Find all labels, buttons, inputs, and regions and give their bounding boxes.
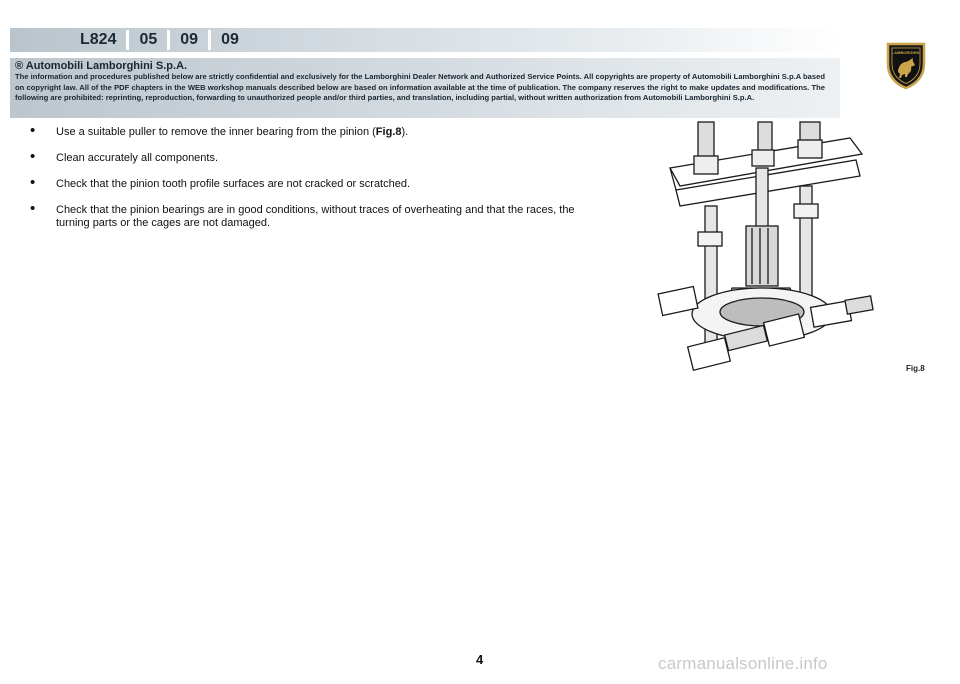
figure-reference: Fig.8 — [375, 126, 402, 138]
watermark: carmanualsonline.info — [658, 654, 828, 673]
code-section: 09 — [221, 31, 239, 48]
instruction-text: Check that the pinion bearings are in good conditions, without traces of overheating and that the races, the turning parts or the cages are not damaged. — [56, 204, 575, 229]
bullet-icon: • — [30, 122, 36, 139]
instruction-text: Use a suitable puller to remove the inner bearing from the pinion ( — [56, 126, 376, 138]
instruction-item — [30, 174, 610, 191]
instruction-item — [30, 200, 610, 230]
bearing-puller-illustration — [650, 120, 880, 382]
figure-label: Fig.8 — [906, 364, 925, 373]
page-number: 4 — [476, 652, 484, 667]
copyright-notice: The information and procedures published below are strictly confidential and exclusively for the Lamborghini Dealer Network and Authorized Service Points. All copyrights are property of Automobili Lamborghini S.p.A based on copyright law. All of the PDF chapters in the WEB workshop manuals described below are based on information available at the time of publication. The company reserves the right to make updates and modifications. The following are prohibited: reprinting, reproduction, forwarding to unauthorized people and/or third parties, and translation, including partial, without written authorization from Automobili Lamborghini S.p.A. — [15, 72, 825, 103]
document-code — [70, 30, 249, 50]
instruction-text: Check that the pinion tooth profile surfaces are not cracked or scratched. — [56, 178, 411, 190]
bullet-icon: • — [30, 200, 36, 217]
instruction-text-end: ). — [401, 126, 409, 138]
lamborghini-bull-shield-icon — [884, 42, 928, 90]
instruction-text: Clean accurately all components. — [56, 152, 219, 164]
copyright-title: ® Automobili Lamborghini S.p.A. — [15, 60, 188, 72]
instruction-list — [30, 122, 610, 243]
code-group: 05 — [129, 30, 170, 50]
bullet-icon: • — [30, 174, 36, 191]
code-subgroup: 09 — [170, 30, 211, 50]
bullet-icon: • — [30, 148, 36, 165]
logo-brand-text: LAMBORGHINI — [891, 50, 921, 55]
instruction-item — [30, 122, 610, 139]
code-model: L824 — [70, 30, 129, 50]
instruction-item — [30, 148, 610, 165]
